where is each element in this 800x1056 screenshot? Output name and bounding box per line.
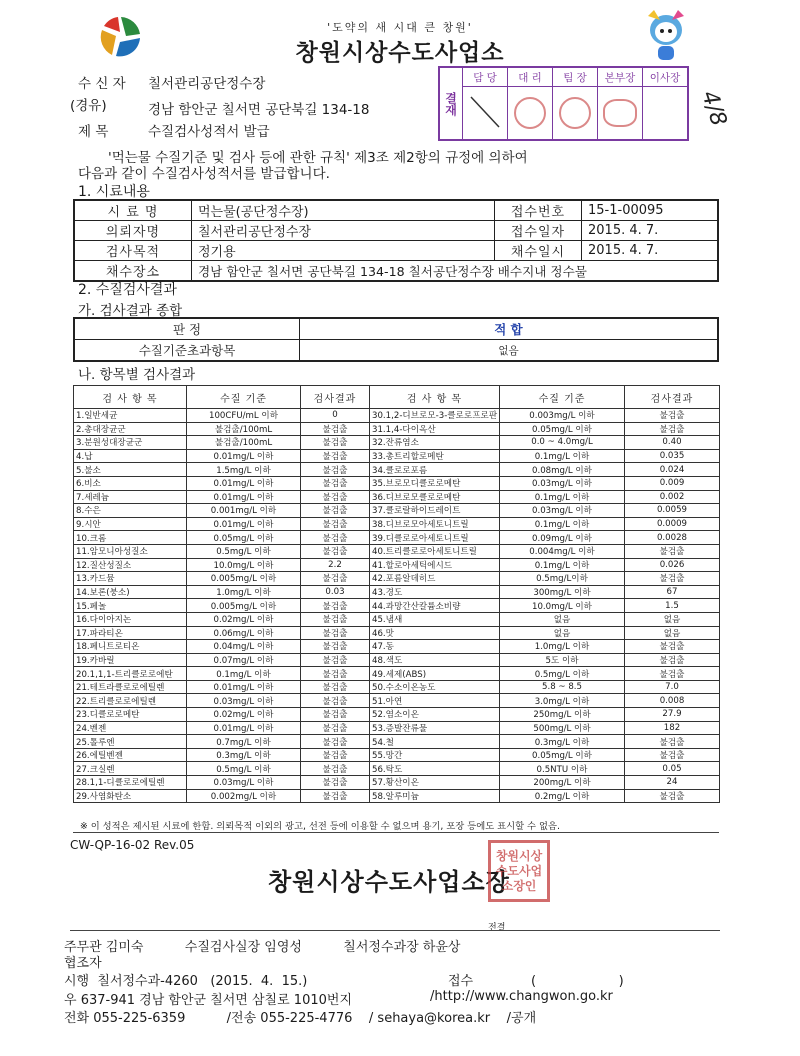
enforcement-line: 시행 칠서정수과-4260 (2015. 4. 15.) [64, 974, 308, 989]
standard-right: 5도 이하 [500, 653, 625, 667]
approval-slot [553, 87, 598, 141]
result-left: 불검출 [301, 776, 370, 790]
table-row [74, 667, 720, 681]
table-row [74, 585, 720, 599]
result-left: 불검출 [301, 504, 370, 518]
results-table [73, 385, 720, 803]
result-right: 27.9 [625, 708, 720, 722]
result-right: 없음 [625, 612, 720, 626]
approval-stamp-icon [559, 97, 591, 129]
item-right: 53.증발잔류물 [370, 721, 500, 735]
result-right: 불검출 [625, 667, 720, 681]
standard-left: 0.06mg/L 이하 [187, 626, 301, 640]
standard-left: 불검출/100mL [187, 422, 301, 436]
item-left: 2.총대장균군 [74, 422, 187, 436]
item-right: 31.1,4-다이옥산 [370, 422, 500, 436]
jeongyeol-mark: 전결 [488, 923, 506, 933]
result-right: 0.0009 [625, 517, 720, 531]
item-left: 23.디클로로메탄 [74, 708, 187, 722]
standard-left: 10.0mg/L 이하 [187, 558, 301, 572]
result-right: 0.009 [625, 476, 720, 490]
result-right: 불검출 [625, 572, 720, 586]
item-right: 34.클로로포름 [370, 463, 500, 477]
standard-left: 0.01mg/L 이하 [187, 490, 301, 504]
item-left: 3.분원성대장균군 [74, 436, 187, 450]
result-left: 불검출 [301, 517, 370, 531]
table-row [74, 626, 720, 640]
check-stroke-icon [465, 89, 505, 135]
item-right: 49.세제(ABS) [370, 667, 500, 681]
table-row [74, 490, 720, 504]
result-right: 불검출 [625, 544, 720, 558]
sampling-date-label: 채수일시 [495, 241, 582, 261]
receipt-date-label: 접수일자 [495, 221, 582, 241]
item-left: 22.트리클로로에틸렌 [74, 694, 187, 708]
table-row [74, 422, 720, 436]
result-left: 불검출 [301, 436, 370, 450]
standard-left: 0.001mg/L 이하 [187, 504, 301, 518]
result-left: 2.2 [301, 558, 370, 572]
item-right: 33.총트리할로메탄 [370, 449, 500, 463]
item-left: 26.에틸벤젠 [74, 748, 187, 762]
item-left: 7.세레늄 [74, 490, 187, 504]
standard-right: 300mg/L 이하 [500, 585, 625, 599]
staff-line: 주무관 김미숙 수질검사실장 임영성 칠서정수과장 하윤상 [64, 940, 461, 955]
item-right: 50.수소이온농도 [370, 680, 500, 694]
item-right: 39.디클로로아세토니트릴 [370, 531, 500, 545]
exceed-label: 수질기준초과항목 [74, 340, 300, 362]
result-left: 불검출 [301, 694, 370, 708]
item-right: 51.아연 [370, 694, 500, 708]
standard-left: 0.01mg/L 이하 [187, 721, 301, 735]
standard-right: 0.1mg/L 이하 [500, 490, 625, 504]
section-2b-title: 나. 항목별 검사결과 [78, 367, 196, 383]
standard-right: 1.0mg/L 이하 [500, 640, 625, 654]
issuer-name: 창원시상수도사업소장 [268, 868, 510, 896]
table-row [74, 640, 720, 654]
item-right: 54.철 [370, 735, 500, 749]
result-right: 불검출 [625, 789, 720, 803]
item-right: 38.디브로모아세토니트릴 [370, 517, 500, 531]
result-right: 0.008 [625, 694, 720, 708]
result-left: 불검출 [301, 463, 370, 477]
result-left: 불검출 [301, 531, 370, 545]
result-left: 불검출 [301, 735, 370, 749]
form-code: CW-QP-16-02 Rev.05 [70, 838, 195, 852]
approval-slot [643, 87, 689, 141]
recipient-address: 경남 함안군 칠서면 공단북길 134-18 [148, 102, 370, 118]
standard-right: 0.1mg/L 이하 [500, 517, 625, 531]
table-row [74, 517, 720, 531]
table-row [74, 708, 720, 722]
judgment-table [73, 317, 719, 362]
contact-line: 전화 055-225-6359 /전송 055-225-4776 / sehaya@korea.kr /공개 [64, 1011, 537, 1026]
result-right: 0.002 [625, 490, 720, 504]
item-left: 10.크롬 [74, 531, 187, 545]
exceed-value: 없음 [300, 340, 719, 362]
result-right: 182 [625, 721, 720, 735]
standard-left: 0.02mg/L 이하 [187, 612, 301, 626]
item-left: 29.사염화탄소 [74, 789, 187, 803]
result-right: 67 [625, 585, 720, 599]
standard-left: 100CFU/mL 이하 [187, 409, 301, 423]
standard-left: 0.01mg/L 이하 [187, 476, 301, 490]
result-left: 불검출 [301, 762, 370, 776]
result-right: 0.026 [625, 558, 720, 572]
standard-right: 0.03mg/L 이하 [500, 504, 625, 518]
item-right: 30.1,2-디브로모-3-클로로프로판 [370, 409, 500, 423]
table-row [74, 409, 720, 423]
approval-box [438, 66, 689, 141]
table-row [74, 776, 720, 790]
result-right: 불검출 [625, 640, 720, 654]
table-row [74, 653, 720, 667]
standard-right: 0.08mg/L 이하 [500, 463, 625, 477]
item-left: 12.질산성질소 [74, 558, 187, 572]
purpose-label: 검사목적 [74, 241, 192, 261]
table-row [74, 694, 720, 708]
sampling-place-label: 채수장소 [74, 261, 192, 282]
standard-left: 0.05mg/L 이하 [187, 531, 301, 545]
result-left: 불검출 [301, 490, 370, 504]
standard-right: 0.1mg/L 이하 [500, 558, 625, 572]
table-row [74, 680, 720, 694]
approval-role: 본부장 [598, 67, 643, 87]
item-left: 4.납 [74, 449, 187, 463]
result-left: 불검출 [301, 680, 370, 694]
item-left: 25.톨루엔 [74, 735, 187, 749]
standard-right: 5.8 ~ 8.5 [500, 680, 625, 694]
approval-role: 이사장 [643, 67, 689, 87]
approval-slot [508, 87, 553, 141]
result-left: 불검출 [301, 748, 370, 762]
result-right: 불검출 [625, 409, 720, 423]
table-row [74, 735, 720, 749]
result-left: 불검출 [301, 708, 370, 722]
table-row [74, 721, 720, 735]
approval-stamp-icon [603, 99, 637, 127]
intro-line-2: 다음과 같이 수질검사성적서를 발급합니다. [78, 166, 330, 182]
standard-right: 200mg/L 이하 [500, 776, 625, 790]
result-left: 불검출 [301, 653, 370, 667]
homepage-link[interactable]: /http://www.changwon.go.kr [430, 989, 613, 1004]
item-left: 17.파라티온 [74, 626, 187, 640]
standard-left: 불검출/100mL [187, 436, 301, 450]
item-left: 19.카바릴 [74, 653, 187, 667]
result-left: 불검출 [301, 599, 370, 613]
table-row [74, 612, 720, 626]
sample-name-label: 시 료 명 [74, 200, 192, 221]
standard-right: 0.2mg/L 이하 [500, 789, 625, 803]
table-row [74, 504, 720, 518]
standard-left: 0.5mg/L 이하 [187, 762, 301, 776]
standard-left: 0.04mg/L 이하 [187, 640, 301, 654]
sample-info-table [73, 199, 719, 282]
approval-stamp-icon [514, 97, 546, 129]
standard-left: 1.0mg/L 이하 [187, 585, 301, 599]
standard-left: 0.03mg/L 이하 [187, 776, 301, 790]
standard-left: 0.005mg/L 이하 [187, 599, 301, 613]
standard-right: 0.3mg/L 이하 [500, 735, 625, 749]
table-row [74, 436, 720, 450]
section-2a-title: 가. 검사결과 종합 [78, 303, 183, 319]
standard-left: 0.002mg/L 이하 [187, 789, 301, 803]
standard-right: 3.0mg/L 이하 [500, 694, 625, 708]
standard-right: 0.5mg/L 이하 [500, 667, 625, 681]
item-left: 5.불소 [74, 463, 187, 477]
standard-right: 0.5mg/L이하 [500, 572, 625, 586]
approval-role: 대 리 [508, 67, 553, 87]
result-right: 불검출 [625, 653, 720, 667]
results-body [74, 409, 720, 803]
item-right: 42.포름알데히드 [370, 572, 500, 586]
item-right: 55.망간 [370, 748, 500, 762]
item-left: 6.비소 [74, 476, 187, 490]
result-right: 불검출 [625, 422, 720, 436]
receipt-line: 접수 ( ) [448, 974, 624, 989]
result-left: 불검출 [301, 612, 370, 626]
standard-left: 1.5mg/L 이하 [187, 463, 301, 477]
result-left: 불검출 [301, 572, 370, 586]
standard-left: 0.3mg/L 이하 [187, 748, 301, 762]
result-left: 불검출 [301, 476, 370, 490]
results-header: 검 사 항 목 [370, 386, 500, 409]
standard-right: 0.0 ~ 4.0mg/L [500, 436, 625, 450]
judgment-value: 적 합 [300, 318, 719, 340]
standard-left: 0.005mg/L 이하 [187, 572, 301, 586]
sampling-place: 경남 함안군 칠서면 공단북길 134-18 칠서공단정수장 배수지내 정수물 [192, 261, 719, 282]
result-right: 0.05 [625, 762, 720, 776]
item-left: 21.테트라클로로에틸렌 [74, 680, 187, 694]
table-row [74, 572, 720, 586]
item-left: 9.시안 [74, 517, 187, 531]
item-right: 44.과망간산칼륨소비량 [370, 599, 500, 613]
standard-left: 0.07mg/L 이하 [187, 653, 301, 667]
result-right: 0.024 [625, 463, 720, 477]
item-right: 41.할로아세틱에시드 [370, 558, 500, 572]
result-left: 불검출 [301, 626, 370, 640]
item-left: 15.페놀 [74, 599, 187, 613]
item-left: 18.페니트로티온 [74, 640, 187, 654]
result-right: 불검출 [625, 735, 720, 749]
item-right: 57.황산이온 [370, 776, 500, 790]
item-right: 58.알루미늄 [370, 789, 500, 803]
official-seal: 창원시상수도사업소장인 [488, 840, 550, 902]
standard-right: 없음 [500, 626, 625, 640]
subject: 수질검사성적서 발급 [148, 124, 270, 140]
table-row [74, 449, 720, 463]
item-left: 8.수은 [74, 504, 187, 518]
standard-right: 0.003mg/L 이하 [500, 409, 625, 423]
item-left: 11.암모니아성질소 [74, 544, 187, 558]
sample-name: 먹는물(공단정수장) [192, 200, 495, 221]
results-header: 검사결과 [301, 386, 370, 409]
item-left: 24.벤젠 [74, 721, 187, 735]
results-header: 수질 기준 [500, 386, 625, 409]
result-right: 24 [625, 776, 720, 790]
standard-right: 0.05mg/L 이하 [500, 748, 625, 762]
result-right: 1.5 [625, 599, 720, 613]
standard-right: 0.004mg/L 이하 [500, 544, 625, 558]
standard-right: 250mg/L 이하 [500, 708, 625, 722]
results-header: 검사결과 [625, 386, 720, 409]
standard-right: 10.0mg/L 이하 [500, 599, 625, 613]
table-row [74, 463, 720, 477]
organization-title: 창원시상수도사업소 [295, 40, 505, 66]
table-row [74, 789, 720, 803]
item-left: 28.1,1-디클로로에틸렌 [74, 776, 187, 790]
standard-left: 0.01mg/L 이하 [187, 680, 301, 694]
purpose: 정기용 [192, 241, 495, 261]
result-right: 0.035 [625, 449, 720, 463]
result-right: 없음 [625, 626, 720, 640]
receipt-no-label: 접수번호 [495, 200, 582, 221]
item-right: 40.트리클로로아세토니트릴 [370, 544, 500, 558]
requester: 칠서관리공단정수장 [192, 221, 495, 241]
results-header: 검 사 항 목 [74, 386, 187, 409]
result-right: 불검출 [625, 748, 720, 762]
result-left: 불검출 [301, 640, 370, 654]
result-left: 불검출 [301, 667, 370, 681]
standard-right: 0.5NTU 이하 [500, 762, 625, 776]
result-left: 불검출 [301, 449, 370, 463]
item-right: 46.맛 [370, 626, 500, 640]
item-left: 16.다이아지논 [74, 612, 187, 626]
section-2-title: 2. 수질검사결과 [78, 282, 177, 298]
result-right: 0.0028 [625, 531, 720, 545]
approval-role: 팀 장 [553, 67, 598, 87]
table-row [74, 748, 720, 762]
judgment-label: 판 정 [74, 318, 300, 340]
standard-right: 0.03mg/L 이하 [500, 476, 625, 490]
section-1-title: 1. 시료내용 [78, 184, 150, 200]
item-right: 48.색도 [370, 653, 500, 667]
table-row [74, 762, 720, 776]
handwritten-signature: 4/8 [696, 87, 732, 130]
result-right: 0.0059 [625, 504, 720, 518]
standard-right: 0.1mg/L 이하 [500, 449, 625, 463]
item-left: 20.1,1,1-트리클로로에탄 [74, 667, 187, 681]
item-right: 32.잔류염소 [370, 436, 500, 450]
item-right: 56.탁도 [370, 762, 500, 776]
subject-label: 제 목 [78, 124, 109, 140]
via-label: (경유) [70, 98, 107, 114]
table-row [74, 558, 720, 572]
result-right: 7.0 [625, 680, 720, 694]
standard-left: 0.1mg/L 이하 [187, 667, 301, 681]
item-left: 13.카드뮴 [74, 572, 187, 586]
office-address: 우 637-941 경남 함안군 칠서면 삼칠로 1010번지 [64, 993, 353, 1008]
standard-right: 0.05mg/L 이하 [500, 422, 625, 436]
approval-slot-staff [463, 87, 508, 141]
table-row [74, 544, 720, 558]
slogan: '도약의 새 시대 큰 창원' [327, 21, 473, 34]
table-row [74, 531, 720, 545]
item-right: 37.클로랄하이드레이트 [370, 504, 500, 518]
result-left: 불검출 [301, 789, 370, 803]
standard-left: 0.02mg/L 이하 [187, 708, 301, 722]
table-row [74, 599, 720, 613]
standard-left: 0.7mg/L 이하 [187, 735, 301, 749]
result-left: 0 [301, 409, 370, 423]
result-right: 0.40 [625, 436, 720, 450]
item-left: 27.크실렌 [74, 762, 187, 776]
standard-left: 0.03mg/L 이하 [187, 694, 301, 708]
item-right: 47.동 [370, 640, 500, 654]
result-left: 불검출 [301, 544, 370, 558]
item-right: 35.브로모디클로로메탄 [370, 476, 500, 490]
recipient: 칠서관리공단정수장 [148, 76, 266, 92]
standard-left: 0.01mg/L 이하 [187, 517, 301, 531]
standard-right: 500mg/L 이하 [500, 721, 625, 735]
approval-role: 담 당 [463, 67, 508, 87]
result-left: 불검출 [301, 721, 370, 735]
item-right: 45.냄새 [370, 612, 500, 626]
standard-right: 없음 [500, 612, 625, 626]
item-left: 1.일반세균 [74, 409, 187, 423]
item-left: 14.보론(붕소) [74, 585, 187, 599]
results-header: 수질 기준 [187, 386, 301, 409]
item-right: 36.디브로모클로로메탄 [370, 490, 500, 504]
intro-line-1: '먹는물 수질기준 및 검사 등에 관한 규칙' 제3조 제2항의 규정에 의하여 [108, 150, 528, 166]
standard-left: 0.5mg/L 이하 [187, 544, 301, 558]
standard-left: 0.01mg/L 이하 [187, 449, 301, 463]
cooperator: 협조자 [64, 956, 102, 971]
item-right: 52.염소이온 [370, 708, 500, 722]
divider [73, 832, 719, 833]
sampling-date: 2015. 4. 7. [582, 241, 719, 261]
receipt-date: 2015. 4. 7. [582, 221, 719, 241]
recipient-label: 수 신 자 [78, 76, 126, 92]
result-left: 불검출 [301, 422, 370, 436]
item-right: 43.경도 [370, 585, 500, 599]
requester-label: 의뢰자명 [74, 221, 192, 241]
divider [70, 930, 720, 931]
standard-right: 0.09mg/L 이하 [500, 531, 625, 545]
receipt-no: 15-1-00095 [582, 200, 719, 221]
approval-slot [598, 87, 643, 141]
result-left: 0.03 [301, 585, 370, 599]
disclaimer-note: ※ 이 성적은 제시된 시료에 한함. 의뢰목적 이외의 광고, 선전 등에 이용할 수 없으며 용기, 포장 등에도 표시할 수 없음. [80, 821, 560, 832]
approval-side-label: 결재 [439, 67, 463, 140]
table-row [74, 476, 720, 490]
